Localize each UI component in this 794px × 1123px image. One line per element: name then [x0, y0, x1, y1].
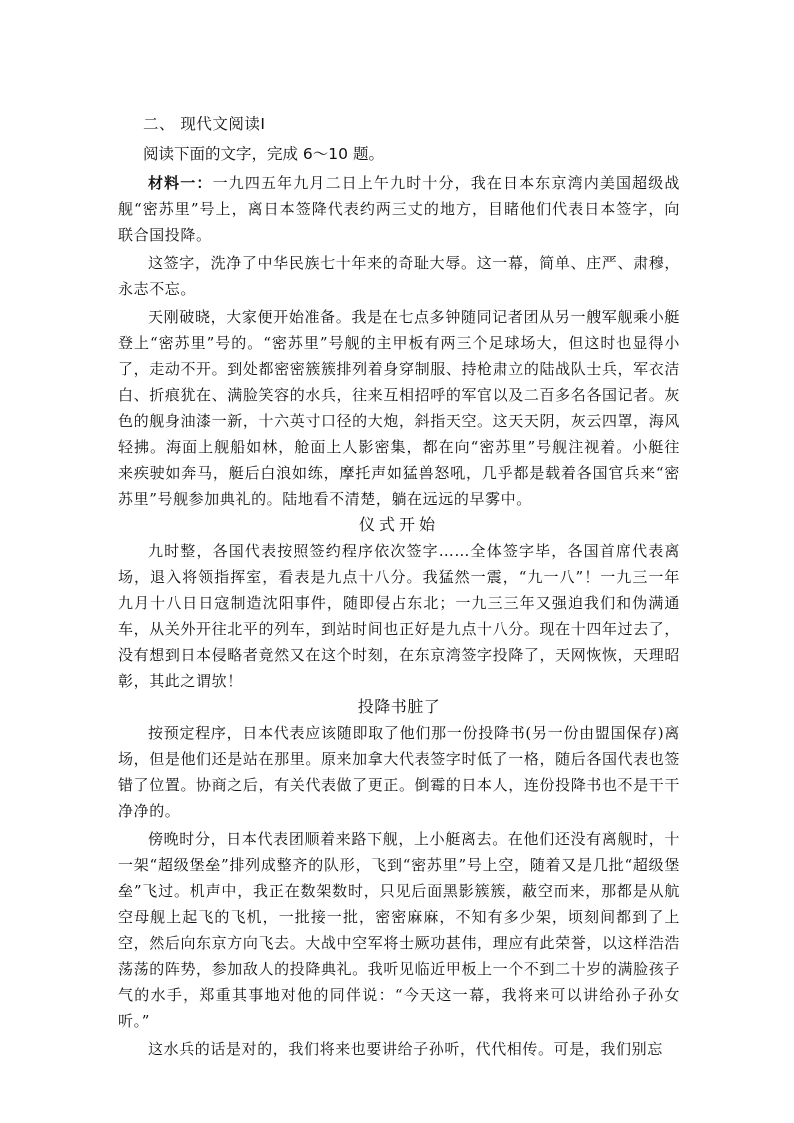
document-body: [118, 112, 680, 1062]
subheading-surrender-document: 投降书脏了: [357, 697, 441, 716]
paragraph: 九时整，各国代表按照签约程序依次签字……全体签字毕，各国首席代表离场，退入将领指挥室，看表是九点十八分。我猛然一震，“九一八”！一九三一年九月十八日日寇制造沈阳事件，随即侵占东北；一九三三年又强迫我们和伪满通车，从关外开往北平的列车，到站时间也正好是九点十八分。现在十四年过去了，没有想到日本侵略者竟然又在这个时刻，在东京湾签字投降了，天网恢恢，天理昭彰，其此之谓欤！: [118, 542, 680, 690]
paragraph: 这签字，洗净了中华民族七十年来的奇耻大辱。这一幕，简单、庄严、肃穆，永志不忘。: [118, 254, 680, 298]
material-label: 材料一：: [148, 174, 213, 192]
section-title: 二、 现代文阅读Ⅰ: [143, 115, 266, 133]
paragraph: 这水兵的话是对的，我们将来也要讲给子孙听，代代相传。可是，我们别忘: [148, 1040, 663, 1058]
paragraph-material-one: [118, 170, 680, 248]
paragraph-text: 一九四五年九月二日上午九时十分，我在日本东京湾内美国超级战舰“密苏里”号上，离日本签降代表约两三丈的地方，目睹他们代表日本签字，向联合国投降。: [118, 174, 681, 244]
paragraph: 按预定程序，日本代表应该随即取了他们那一份投降书(另一份由盟国保存)离场，但是他们还是站在那里。原来加拿大代表签字时低了一格，随后各国代表也签错了位置。协商之后，有关代表做了更正。倒霉的日本人，连份投降书也不是干干净净的。: [118, 724, 680, 820]
paragraph: 傍晚时分，日本代表团顺着来路下舰，上小艇离去。在他们还没有离舰时，十一架“超级堡垒”排列成整齐的队形，飞到“密苏里”号上空，随着又是几批“超级堡垒”飞过。机声中，我正在数架数时，只见后面黑影簇簇，蔽空而来，那都是从航空母舰上起飞的飞机，一批接一批，密密麻麻，不知有多少架，顷刻间都到了上空，然后向东京方向飞去。大战中空军将士厥功甚伟，理应有此荣誉，以这样浩浩荡荡的阵势，参加敌人的投降典礼。我听见临近甲板上一个不到二十岁的满脸孩子气的水手，郑重其事地对他的同伴说：“今天这一幕，我将来可以讲给孙子孙女听。”: [118, 830, 680, 1030]
paragraph: 天刚破晓，大家便开始准备。我是在七点多钟随同记者团从另一艘军舰乘小艇登上“密苏里”号的。“密苏里”号舰的主甲板有两三个足球场大，但这时也显得小了，走动不开。到处都密密簇簇排列着身穿制服、持枪肃立的陆战队士兵，军衣洁白、折痕犹在、满脸笑容的水兵，往来互相招呼的军官以及二百多名各国记者。灰色的舰身油漆一新，十六英寸口径的大炮，斜指天空。这天天阴，灰云四罩，海风轻拂。海面上舰船如林，舱面上人影密集，都在向“密苏里”号舰注视着。小艇往来疾驶如奔马，艇后白浪如练，摩托声如猛兽怒吼，几乎都是载着各国官兵来“密苏里”号舰参加典礼的。陆地看不清楚，躺在远远的早雾中。: [118, 308, 680, 508]
subheading-ceremony: 仪式开始: [358, 515, 439, 534]
reading-instruction: 阅读下面的文字，完成 6～10 题。: [143, 145, 384, 163]
